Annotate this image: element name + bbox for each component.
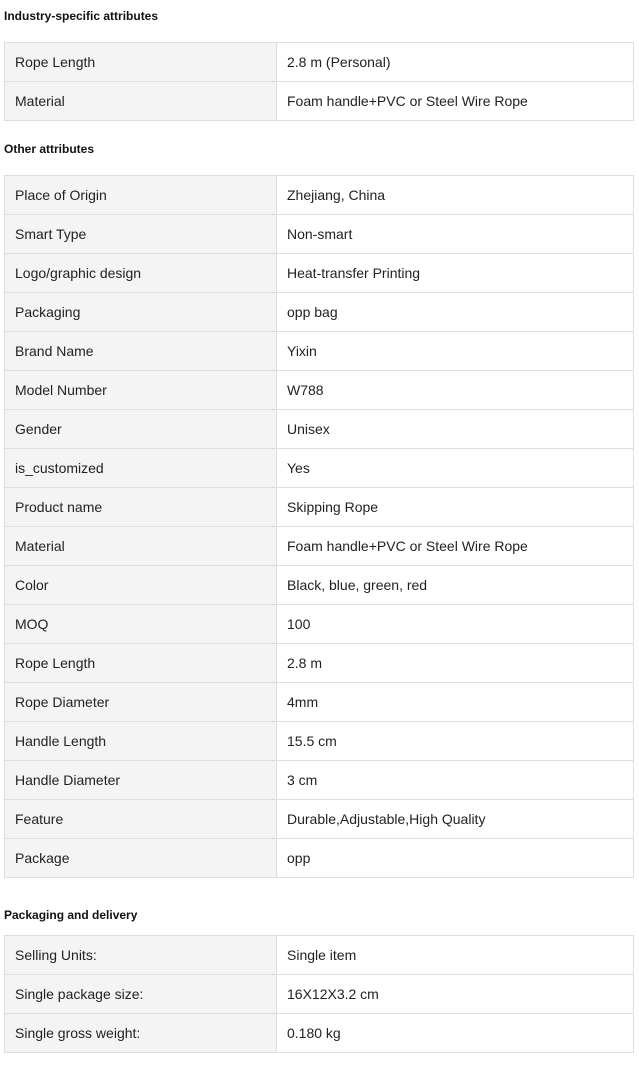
table-row <box>5 605 634 644</box>
table-row <box>5 449 634 488</box>
table-row <box>5 936 634 975</box>
table-row <box>5 254 634 293</box>
attribute-key: Brand Name <box>5 332 277 371</box>
table-row <box>5 566 634 605</box>
attribute-key: is_customized <box>5 449 277 488</box>
table-row <box>5 1014 634 1053</box>
table-row <box>5 82 634 121</box>
table-row <box>5 975 634 1014</box>
attribute-key: Rope Length <box>5 43 277 82</box>
attribute-value: W788 <box>277 371 634 410</box>
attribute-value: Yes <box>277 449 634 488</box>
table-row <box>5 43 634 82</box>
attribute-key: Handle Length <box>5 722 277 761</box>
other-attributes-table <box>4 175 634 878</box>
table-row <box>5 410 634 449</box>
table-row <box>5 371 634 410</box>
table-row <box>5 176 634 215</box>
table-row <box>5 839 634 878</box>
attribute-value: Foam handle+PVC or Steel Wire Rope <box>277 82 634 121</box>
table-row <box>5 527 634 566</box>
attribute-value: Black, blue, green, red <box>277 566 634 605</box>
attribute-key: Single gross weight: <box>5 1014 277 1053</box>
table-row <box>5 332 634 371</box>
table-row <box>5 215 634 254</box>
attribute-value: 100 <box>277 605 634 644</box>
attribute-key: Material <box>5 527 277 566</box>
attribute-value: opp <box>277 839 634 878</box>
section-title-packaging-delivery: Packaging and delivery <box>4 908 138 922</box>
attribute-key: Model Number <box>5 371 277 410</box>
section-title-other-attributes: Other attributes <box>4 142 95 156</box>
attribute-key: MOQ <box>5 605 277 644</box>
attribute-value: Yixin <box>277 332 634 371</box>
attribute-value: Zhejiang, China <box>277 176 634 215</box>
attribute-key: Gender <box>5 410 277 449</box>
attribute-key: Color <box>5 566 277 605</box>
table-row <box>5 293 634 332</box>
packaging-delivery-table <box>4 935 634 1053</box>
table-row <box>5 761 634 800</box>
attribute-value: 15.5 cm <box>277 722 634 761</box>
attribute-key: Single package size: <box>5 975 277 1014</box>
attribute-key: Material <box>5 82 277 121</box>
attribute-value: 2.8 m <box>277 644 634 683</box>
attribute-value: Foam handle+PVC or Steel Wire Rope <box>277 527 634 566</box>
table-row <box>5 722 634 761</box>
attribute-value: Unisex <box>277 410 634 449</box>
attribute-key: Place of Origin <box>5 176 277 215</box>
table-row <box>5 800 634 839</box>
attribute-value: 16X12X3.2 cm <box>277 975 634 1014</box>
attribute-value: Skipping Rope <box>277 488 634 527</box>
attribute-key: Rope Diameter <box>5 683 277 722</box>
attribute-key: Smart Type <box>5 215 277 254</box>
attribute-key: Rope Length <box>5 644 277 683</box>
industry-attributes-table <box>4 42 634 121</box>
attribute-value: 3 cm <box>277 761 634 800</box>
attribute-key: Feature <box>5 800 277 839</box>
attribute-key: Logo/graphic design <box>5 254 277 293</box>
table-row <box>5 644 634 683</box>
section-title-industry-attributes: Industry-specific attributes <box>4 9 159 23</box>
attribute-value: Heat-transfer Printing <box>277 254 634 293</box>
attribute-key: Package <box>5 839 277 878</box>
attribute-key: Handle Diameter <box>5 761 277 800</box>
table-row <box>5 488 634 527</box>
attribute-key: Selling Units: <box>5 936 277 975</box>
table-row <box>5 683 634 722</box>
attribute-value: opp bag <box>277 293 634 332</box>
attribute-value: 0.180 kg <box>277 1014 634 1053</box>
attribute-key: Packaging <box>5 293 277 332</box>
attribute-value: Durable,Adjustable,High Quality <box>277 800 634 839</box>
attribute-value: 2.8 m (Personal) <box>277 43 634 82</box>
attribute-value: 4mm <box>277 683 634 722</box>
attribute-key: Product name <box>5 488 277 527</box>
attribute-value: Non-smart <box>277 215 634 254</box>
attribute-value: Single item <box>277 936 634 975</box>
